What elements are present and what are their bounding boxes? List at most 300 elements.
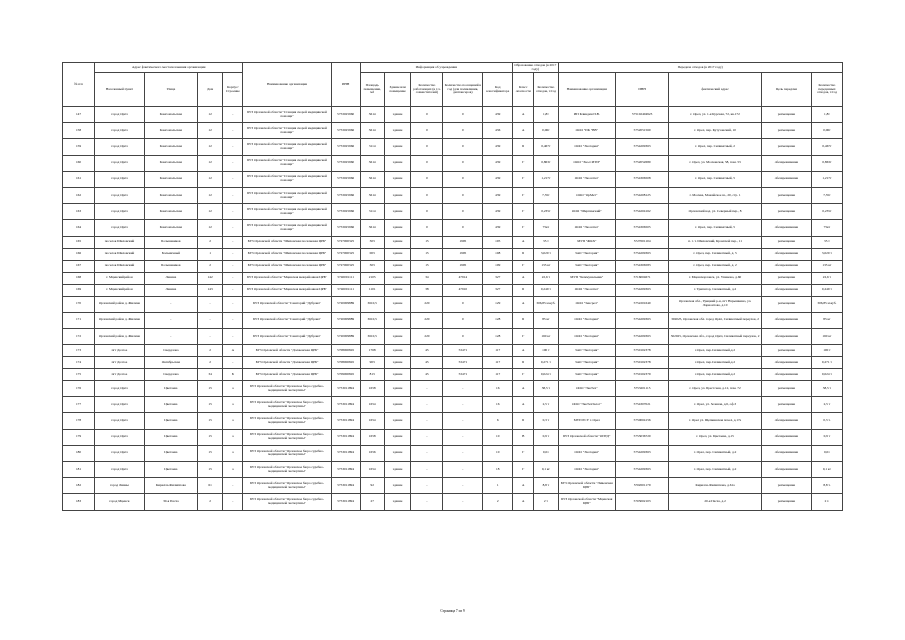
table-cell: 165 — [63, 236, 95, 248]
table-cell: Комсомольская — [144, 123, 197, 139]
table-cell: пгт Долгое — [95, 345, 145, 357]
table-cell: 27 — [360, 494, 384, 510]
table-cell: Г — [513, 220, 534, 236]
table-cell: г. Орел, ул. Московская, 58, пом. 53 — [669, 155, 762, 171]
table-cell: 1,8т — [811, 107, 842, 123]
table-cell: обезвреживание — [762, 328, 812, 344]
table-cell: размещение — [762, 236, 812, 248]
table-row — [63, 204, 843, 220]
table-cell: 5727001104 — [616, 236, 669, 248]
table-cell: - — [144, 312, 197, 328]
table-cell: - — [411, 413, 443, 429]
table-cell: здание — [384, 187, 411, 203]
table-cell: 85 кг — [811, 312, 842, 328]
table-cell: - — [144, 328, 197, 344]
table-cell: - — [223, 312, 243, 328]
table-cell: - — [411, 462, 443, 478]
table-cell: 220 — [411, 296, 443, 312]
table-cell: - — [223, 236, 243, 248]
table-cell: - — [223, 123, 243, 139]
table-cell: ООО "Экосетка" — [558, 220, 616, 236]
table-cell: город Орёл — [95, 381, 145, 397]
table-row — [63, 381, 843, 397]
table-cell: БУЗ Орловской области "Станция скорой медицинской помощи" — [243, 204, 331, 220]
table-cell: 0 — [443, 187, 483, 203]
table-cell: 1,217т — [534, 171, 558, 187]
table-cell: 1768 — [360, 345, 384, 357]
table-cell: 3,020 т — [811, 248, 842, 260]
table-cell: здание — [384, 296, 411, 312]
table-cell: здание — [384, 204, 411, 220]
table-cell: 142 — [197, 272, 222, 284]
table-cell: Комсомольская — [144, 139, 197, 155]
table-cell: 1,8т — [534, 107, 558, 123]
table-cell: 0,235т — [534, 204, 558, 220]
table-cell: город Орёл — [95, 429, 145, 445]
table-row — [63, 187, 843, 203]
table-cell: Большевиков — [144, 260, 197, 272]
table-cell: Кирилла-Филиппова, д.61а — [669, 478, 762, 494]
table-cell: 164 — [63, 220, 95, 236]
table-cell: размещение — [762, 345, 812, 357]
table-row — [63, 296, 843, 312]
table-cell: Б — [513, 284, 534, 296]
table-cell: 439 — [483, 204, 513, 220]
table-cell: г. Орел ул. Щепкинская пом.4, д.17а — [669, 413, 762, 429]
table-cell: Б — [513, 357, 534, 369]
table-row — [63, 284, 843, 296]
table-cell: обезвреживание — [762, 248, 812, 260]
table-cell: 0,271 т — [811, 357, 842, 369]
table-cell: - — [443, 478, 483, 494]
table-cell: 3610,5 — [360, 328, 384, 344]
table-cell: 5753025966 — [331, 187, 360, 203]
table-cell: - — [443, 494, 483, 510]
table-cell: 0,01 — [811, 445, 842, 461]
table-cell: 117 — [483, 357, 513, 369]
table-cell: ООО "Экотория" — [558, 312, 616, 328]
table-cell: 439 — [483, 220, 513, 236]
table-cell: 34 — [411, 272, 443, 284]
table-row — [63, 312, 843, 328]
table-cell: здание — [384, 462, 411, 478]
table-row — [63, 107, 843, 123]
table-cell: 220 — [411, 328, 443, 344]
table-cell: - — [223, 139, 243, 155]
table-cell: Комсомольская — [144, 187, 197, 203]
table-cell: здание — [384, 369, 411, 381]
table-cell: 5720009889 — [331, 312, 360, 328]
table-cell: город Орёл — [95, 123, 145, 139]
table-cell: 5753025960 — [331, 155, 360, 171]
table-cell: здание — [384, 107, 411, 123]
table-cell: Г — [513, 171, 534, 187]
table-cell: 12 — [197, 155, 222, 171]
header-waste-code: Код классификатора — [483, 73, 513, 107]
table-cell: 2,5 т — [534, 397, 558, 413]
table-cell: 5753025966 — [331, 204, 360, 220]
table-cell: город Орёл — [95, 171, 145, 187]
table-cell: 0,863т — [811, 155, 842, 171]
table-cell: Б — [513, 413, 534, 429]
table-cell: здание — [384, 123, 411, 139]
table-cell: 306,85 м.куб. — [534, 296, 558, 312]
table-cell: 133 кт — [811, 260, 842, 272]
table-cell: Г — [513, 328, 534, 344]
table-cell: БУЗ Орловской области "Мценская межрайонная ЦРБ" — [243, 272, 331, 284]
table-cell: 0,3 т — [534, 413, 558, 429]
table-cell: 5708000845 — [331, 357, 360, 369]
table-cell: БУЗ Орловской области "Орловское бюро судебно-медицинской экспертизы" — [243, 397, 331, 413]
table-row — [63, 429, 843, 445]
table-cell: 12 — [197, 107, 222, 123]
table-cell: 5753025966 — [331, 123, 360, 139]
table-cell: 0 — [411, 171, 443, 187]
table-cell: 1995 — [443, 236, 483, 248]
table-row — [63, 357, 843, 369]
table-cell: Ленина — [144, 272, 197, 284]
table-cell: - — [197, 296, 222, 312]
table-cell: 5752052680 — [616, 155, 669, 171]
table-cell: 10 — [483, 445, 513, 461]
table-cell: - — [223, 272, 243, 284]
table-cell: 15 — [197, 429, 222, 445]
table-cell: 0,9 т — [534, 429, 558, 445]
table-cell: размещение — [762, 381, 812, 397]
table-cell: г.Орел, пер.Силикатный,д.2 — [669, 369, 762, 381]
table-cell: 2 — [197, 494, 222, 510]
table-cell: здание — [384, 312, 411, 328]
table-cell: поселок Шиловский — [95, 248, 145, 260]
table-cell: 38 — [411, 284, 443, 296]
table-cell: 302025, Орловская обл. город Орёл, Силикатный переулок, 2 — [669, 312, 762, 328]
table-cell: обезвреживание — [762, 429, 812, 445]
table-cell: Большевиков — [144, 236, 197, 248]
table-cell: Цветаева — [144, 381, 197, 397]
table-cell: поселок Шиловский — [95, 260, 145, 272]
table-cell: 47914 — [443, 272, 483, 284]
table-cell: Б — [513, 312, 534, 328]
table-cell: 160 кг — [811, 328, 842, 344]
table-row — [63, 123, 843, 139]
table-cell: 5727000325 — [331, 260, 360, 272]
table-cell: Г — [513, 260, 534, 272]
table-cell: Цветаева — [144, 462, 197, 478]
table-cell: размещение — [762, 139, 812, 155]
table-cell: 1995 — [443, 260, 483, 272]
table-cell: город Орёл — [95, 462, 145, 478]
table-cell: 5716004671 — [616, 272, 669, 284]
table-cell: 61 — [197, 478, 222, 494]
table-cell: - — [197, 312, 222, 328]
table-cell: размещение — [762, 187, 812, 203]
table-cell: БУЗ Орловской области "Орловское бюро судебно-медицинской экспертизы" — [243, 478, 331, 494]
table-cell: 439 — [483, 187, 513, 203]
table-cell: Цветаева — [144, 445, 197, 461]
table-cell: МУП РСУ г. Орел — [558, 413, 616, 429]
table-cell: 813 — [360, 369, 384, 381]
table-cell: - — [223, 171, 243, 187]
table-cell: 2 — [483, 494, 513, 510]
table-cell: г. Орел, ул. Брестская, д.12, пом. 72 — [669, 381, 762, 397]
table-cell: 1654 — [360, 413, 384, 429]
table-cell: а — [223, 397, 243, 413]
header-building: Корпус/Строение — [223, 73, 243, 107]
table-cell: Больничный — [144, 248, 197, 260]
table-cell: 1654 — [360, 397, 384, 413]
table-cell: 2 т — [534, 494, 558, 510]
table-cell: БУЗ Орловской области "Мценская ЦРБ" — [558, 494, 616, 510]
table-cell: БУЗ Орловской области "Шиловская поселковая ЦРБ" — [243, 260, 331, 272]
table-cell: - — [411, 381, 443, 397]
table-cell: МУП "ЖКХ" — [558, 236, 616, 248]
table-cell: 303 — [360, 260, 384, 272]
table-row — [63, 236, 843, 248]
header-beds: Количество посещений в год (для поликлиник, диспансеров) — [443, 73, 483, 107]
table-cell: - — [223, 328, 243, 344]
table-cell: ООО "ЭкоТехЗалог" — [558, 397, 616, 413]
table-cell: 38,5 т — [534, 381, 558, 397]
table-cell: 133 кт — [534, 260, 558, 272]
table-cell: - — [411, 397, 443, 413]
table-cell: 2 — [197, 260, 222, 272]
table-cell: 35 т — [534, 236, 558, 248]
table-cell: А — [513, 296, 534, 312]
table-cell: 1658 — [360, 381, 384, 397]
table-cell: ООО "Экотория" — [558, 139, 616, 155]
table-cell: А — [513, 494, 534, 510]
table-cell: ООО "Экотория" — [558, 328, 616, 344]
table-row — [63, 413, 843, 429]
table-cell: ЗАО "Экотория" — [558, 345, 616, 357]
table-cell: 169 — [63, 284, 95, 296]
table-cell: 1101 — [360, 284, 384, 296]
header-area: Площадь помещения, м2 — [360, 73, 384, 107]
table-cell: 166 — [63, 248, 95, 260]
table-cell: 0 — [411, 204, 443, 220]
table-cell: - — [443, 413, 483, 429]
table-cell: 35 т — [811, 236, 842, 248]
table-cell: поселок Шиловский — [95, 236, 145, 248]
table-cell: 0 — [411, 107, 443, 123]
table-cell: 0,06т — [534, 123, 558, 139]
table-cell: 0 — [443, 123, 483, 139]
table-cell: здание — [384, 139, 411, 155]
table-cell: 171 — [63, 312, 95, 328]
table-cell: БУЗ Орловской области "Орловское бюро судебно-медицинской экспертизы" — [243, 462, 331, 478]
table-cell: БУЗ Орловской области "Долженская ЦРБ" — [243, 357, 331, 369]
table-cell: здание — [384, 397, 411, 413]
header-group-waste: Образование отходов (в 2017 году) — [514, 62, 557, 71]
table-cell: город Орёл — [95, 397, 145, 413]
table-cell: 182 — [63, 478, 95, 494]
table-cell: - — [223, 284, 243, 296]
table-cell: 5750102379 — [616, 369, 669, 381]
table-cell: 15 — [197, 413, 222, 429]
header-purpose: Цель передачи — [762, 73, 812, 107]
table-cell: 16 — [483, 381, 513, 397]
table-cell: здание — [384, 220, 411, 236]
header-house: Дом — [197, 73, 222, 107]
table-cell: г. Мценскорловск, ул. Ушаково, д.60 — [669, 272, 762, 284]
table-cell: ООО "ЭкоТех" — [558, 381, 616, 397]
table-cell: БУЗ Орловской области "Орловское бюро судебно-медицинской экспертизы" — [243, 445, 331, 461]
table-cell: г. Орел, пер. Силикатный, 5 — [669, 220, 762, 236]
table-cell: 2 — [197, 236, 222, 248]
table-cell: здание — [384, 284, 411, 296]
table-cell: 15 — [411, 248, 443, 260]
table-cell: В — [513, 429, 534, 445]
table-cell: размещение — [762, 494, 812, 510]
table-cell: 5720009889 — [331, 296, 360, 312]
table-cell: г. Орел, пер. Силикатный, д. 5 — [669, 248, 762, 260]
table-cell: БУЗ Орловской области "Мценская межрайонная ЦРБ" — [243, 284, 331, 296]
table-cell: 575102404923 — [616, 107, 669, 123]
table-cell: здание — [384, 429, 411, 445]
table-cell: размещение — [762, 107, 812, 123]
table-cell: БУЗ Орловской области "Санаторий "Дубрава" — [243, 296, 331, 312]
table-cell: - — [443, 462, 483, 478]
table-cell: 0 — [443, 107, 483, 123]
table-cell: 1656 — [360, 445, 384, 461]
table-cell: 5754209363 — [616, 445, 669, 461]
table-cell: обезвреживание — [762, 445, 812, 461]
table-cell: 12 — [197, 204, 222, 220]
table-cell: ЗАО "Экотория" — [558, 260, 616, 272]
table-cell: 5720009889 — [331, 328, 360, 344]
table-cell: Цветаева — [144, 413, 197, 429]
table-cell: 162 — [63, 187, 95, 203]
header-waste-amount: Количество отходов, т/год — [534, 73, 558, 107]
table-cell: - — [411, 494, 443, 510]
table-cell: г. Орел, пер. Силикатный, д.2 — [669, 462, 762, 478]
table-cell: здание — [384, 413, 411, 429]
table-cell: 1995 — [443, 248, 483, 260]
table-cell: 183 — [63, 494, 95, 510]
header-num: № п/п — [63, 63, 95, 107]
table-cell: 0,1 кг — [811, 462, 842, 478]
table-row — [63, 220, 843, 236]
table-cell: обезвреживание — [762, 369, 812, 381]
table-cell: 0 — [443, 312, 483, 328]
table-cell: 3614 — [360, 171, 384, 187]
table-cell: 22,6 т — [811, 272, 842, 284]
table-cell: БУЗ Орловской области "Станция скорой медицинской помощи" — [243, 171, 331, 187]
table-cell: Г — [513, 369, 534, 381]
table-cell: 439 — [483, 171, 513, 187]
table-cell: здание — [384, 345, 411, 357]
table-cell: 1 — [197, 248, 222, 260]
table-cell: г. Орел, пер. Силикатный, 5 — [669, 171, 762, 187]
table-cell: 53471 — [443, 345, 483, 357]
table-cell: 5754209363 — [616, 284, 669, 296]
table-cell: 45 — [411, 345, 443, 357]
header-transfer-amount: Количество переданных отходов, т/год — [811, 73, 842, 107]
table-cell: 2,5 т — [811, 397, 842, 413]
table-cell: 15 — [197, 381, 222, 397]
table-cell: 0,249 т — [811, 284, 842, 296]
table-cell: г. Мценскийрайон — [95, 272, 145, 284]
table-cell: 180 — [63, 445, 95, 461]
table-cell: 303 — [360, 236, 384, 248]
table-cell: 0 — [443, 139, 483, 155]
table-cell: 5753201115 — [616, 381, 669, 397]
table-cell: 6 — [483, 413, 513, 429]
table-cell: 12 — [197, 123, 222, 139]
header-settlement: Населенный пункт — [95, 73, 145, 107]
table-cell: 3614 — [360, 107, 384, 123]
table-cell: 5753011894 — [331, 429, 360, 445]
table-cell: обезвреживание — [762, 312, 812, 328]
table-cell: здание — [384, 272, 411, 284]
table-cell: г. Орел, пер. Силикатный, д.2 — [669, 445, 762, 461]
table-cell: 12 — [197, 139, 222, 155]
table-cell: 5753025966 — [331, 139, 360, 155]
table-cell: г.Орел, пер.Силикатный,д.2 — [669, 357, 762, 369]
table-cell: Комсомольская — [144, 171, 197, 187]
table-cell: 167 — [63, 260, 95, 272]
table-cell: 15 — [197, 397, 222, 413]
table-cell: 12 — [197, 220, 222, 236]
table-cell: А — [513, 236, 534, 248]
table-cell: 160 — [63, 155, 95, 171]
table-cell: 105 — [483, 236, 513, 248]
table-cell: Комсомольская — [144, 107, 197, 123]
table-cell: Орловский район д. Жилина — [95, 328, 145, 344]
table-cell: - — [411, 445, 443, 461]
table-cell: - — [443, 397, 483, 413]
table-cell: размещение — [762, 204, 812, 220]
table-cell: БУЗ Орловской области "ОПТД" — [558, 429, 616, 445]
table-cell: - — [223, 357, 243, 369]
table-cell: ООО "Зенсрел" — [558, 296, 616, 312]
table-cell: здание — [384, 155, 411, 171]
table-cell: 172 — [63, 328, 95, 344]
table-cell: 1658 — [360, 429, 384, 445]
table-cell: - — [223, 296, 243, 312]
table-cell: Г — [513, 445, 534, 461]
table-cell: - — [223, 107, 243, 123]
table-cell: размещение — [762, 296, 812, 312]
table-cell: 0 — [411, 187, 443, 203]
table-cell: 5754208125 — [616, 187, 669, 203]
table-cell: 5727000325 — [331, 236, 360, 248]
table-cell: 3,020 т — [534, 248, 558, 260]
table-cell: 175 — [63, 369, 95, 381]
table-cell: - — [443, 429, 483, 445]
header-group-institution: Информация об учреждении — [360, 63, 513, 73]
table-cell: 179 — [63, 429, 95, 445]
table-cell: 220 — [411, 312, 443, 328]
table-row — [63, 345, 843, 357]
table-cell: 129 — [483, 296, 513, 312]
table-cell: Орловский район д. Жилина — [95, 312, 145, 328]
table-cell: Б — [223, 369, 243, 381]
table-row — [63, 171, 843, 187]
table-cell: 30-я Пасха — [144, 494, 197, 510]
table-cell: 5753011894 — [331, 381, 360, 397]
table-cell: размещение — [762, 123, 812, 139]
table-cell: 75кт — [811, 220, 842, 236]
table-cell: 128 — [483, 328, 513, 344]
table-cell: город Орёл — [95, 155, 145, 171]
table-cell: обезвреживание — [762, 357, 812, 369]
table-cell: 12 — [197, 171, 222, 187]
table-cell: Орловская обл., Урицкий р-н, пгт Нарышкино, ул. Ларионтова, д.10 — [669, 296, 762, 312]
table-cell: 176 — [63, 381, 95, 397]
table-cell: 5708000845 — [331, 345, 360, 357]
table-cell: 100 т — [534, 345, 558, 357]
